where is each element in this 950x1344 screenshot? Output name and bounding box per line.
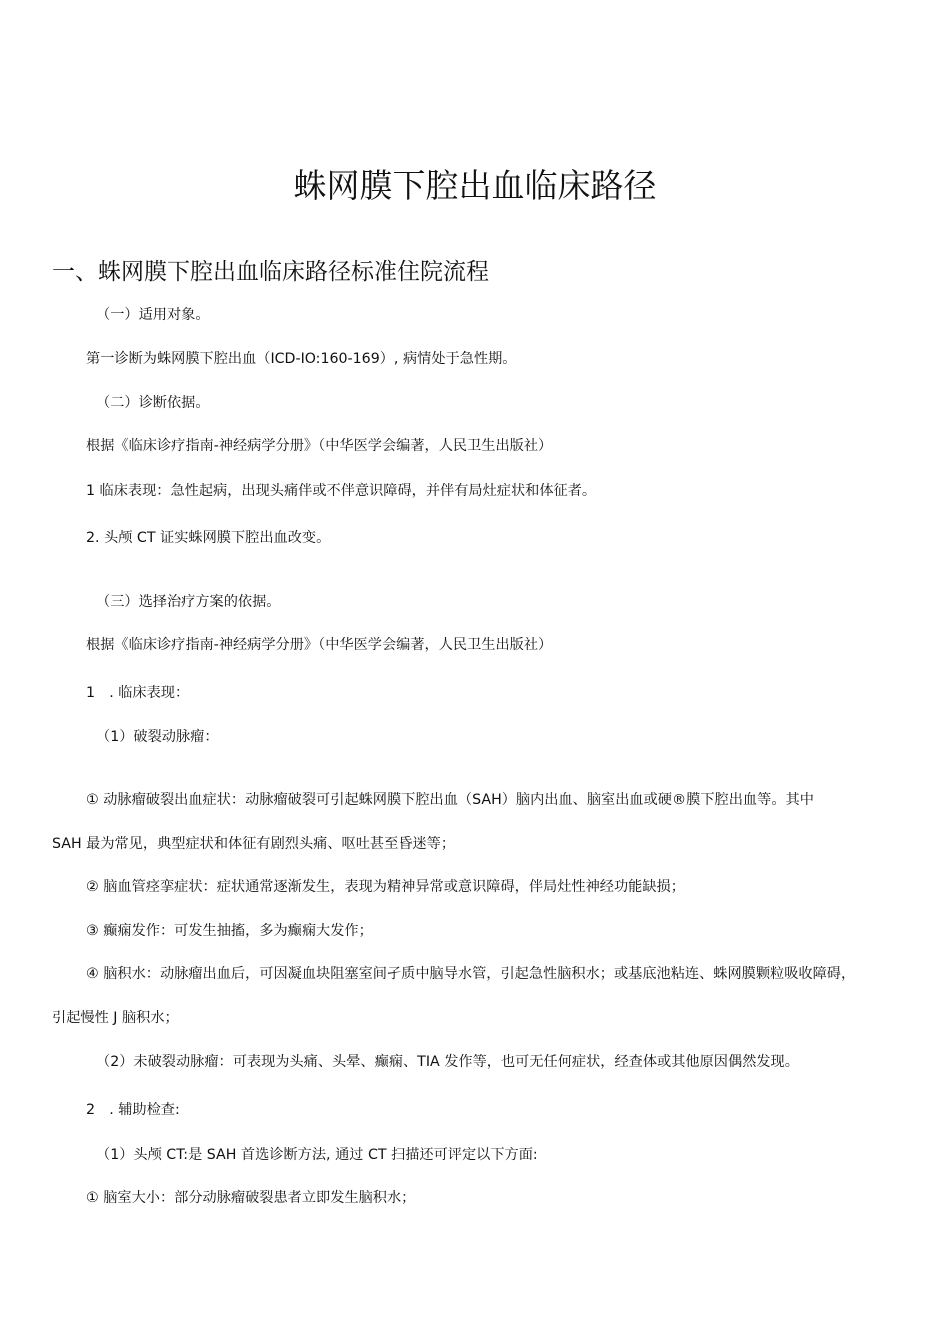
- list-item-ruptured-aneurysm: （1）破裂动脉瘤：: [96, 729, 219, 745]
- list-item-auxiliary-exams: 2 . 辅助检查:: [86, 1102, 180, 1118]
- section-heading-1: 一、蛛网膜下腔出血临床路径标准住院流程: [52, 259, 489, 285]
- paragraph-guideline-reference-2: 根据《临床诊疗指南-神经病学分册》（中华医学会编著，人民卫生出版社）: [86, 637, 553, 653]
- paragraph-ct-confirmation: 2. 头颅 CT 证实蛛网膜下腔出血改变。: [86, 530, 331, 546]
- subsection-applicable-objects: （一）适用对象。: [96, 307, 210, 323]
- list-item-clinical-manifestation: 1 . 临床表现：: [86, 685, 190, 701]
- paragraph-head-ct: （1）头颅 CT:是 SAH 首选诊断方法, 通过 CT 扫描还可评定以下方面:: [96, 1147, 538, 1163]
- paragraph-clinical-manifestation: 1 临床表现：急性起病，出现头痛伴或不伴意识障碍，并伴有局灶症状和体征者。: [86, 483, 597, 499]
- paragraph-guideline-reference: 根据《临床诊疗指南-神经病学分册》（中华医学会编著，人民卫生出版社）: [86, 438, 553, 454]
- paragraph-rupture-symptoms: ① 动脉瘤破裂出血症状：动脉瘤破裂可引起蛛网膜下腔出血（SAH）脑内出血、脑室出血或硬®膜下腔出血等。其中: [86, 792, 814, 808]
- paragraph-hydrocephalus: ④ 脑积水：动脉瘤出血后，可因凝血块阻塞室间孑质中脑导水管，引起急性脑积水；或基底池粘连、蛛网膜颗粒吸收障碍，: [86, 966, 856, 982]
- subsection-treatment-basis: （三）选择治疗方案的依据。: [96, 594, 281, 610]
- subsection-diagnosis-basis: （二）诊断依据。: [96, 395, 210, 411]
- paragraph-rupture-symptoms-cont: SAH 最为常见，典型症状和体征有剧烈头痛、呕吐甚至昏迷等；: [52, 836, 456, 852]
- paragraph-vasospasm: ② 脑血管痉挛症状：症状通常逐渐发生，表现为精神异常或意识障碍，伴局灶性神经功能缺损；: [86, 879, 685, 895]
- paragraph-hydrocephalus-cont: 引起慢性 J 脑积水；: [52, 1010, 179, 1026]
- paragraph-unruptured-aneurysm: （2）未破裂动脉瘤：可表现为头痛、头晕、癫痫、TIA 发作等，也可无任何症状，经查体或其他原因偶然发现。: [96, 1054, 799, 1070]
- document-title: 蛛网膜下腔出血临床路径: [293, 166, 657, 205]
- paragraph-ventricle-size: ① 脑室大小：部分动脉瘤破裂患者立即发生脑积水；: [86, 1190, 416, 1206]
- paragraph-epilepsy: ③ 癫痫发作：可发生抽搐，多为癫痫大发作；: [86, 923, 373, 939]
- paragraph-first-diagnosis: 第一诊断为蛛网膜下腔出血（ICD-IO:160-169）, 病情处于急性期。: [86, 351, 517, 367]
